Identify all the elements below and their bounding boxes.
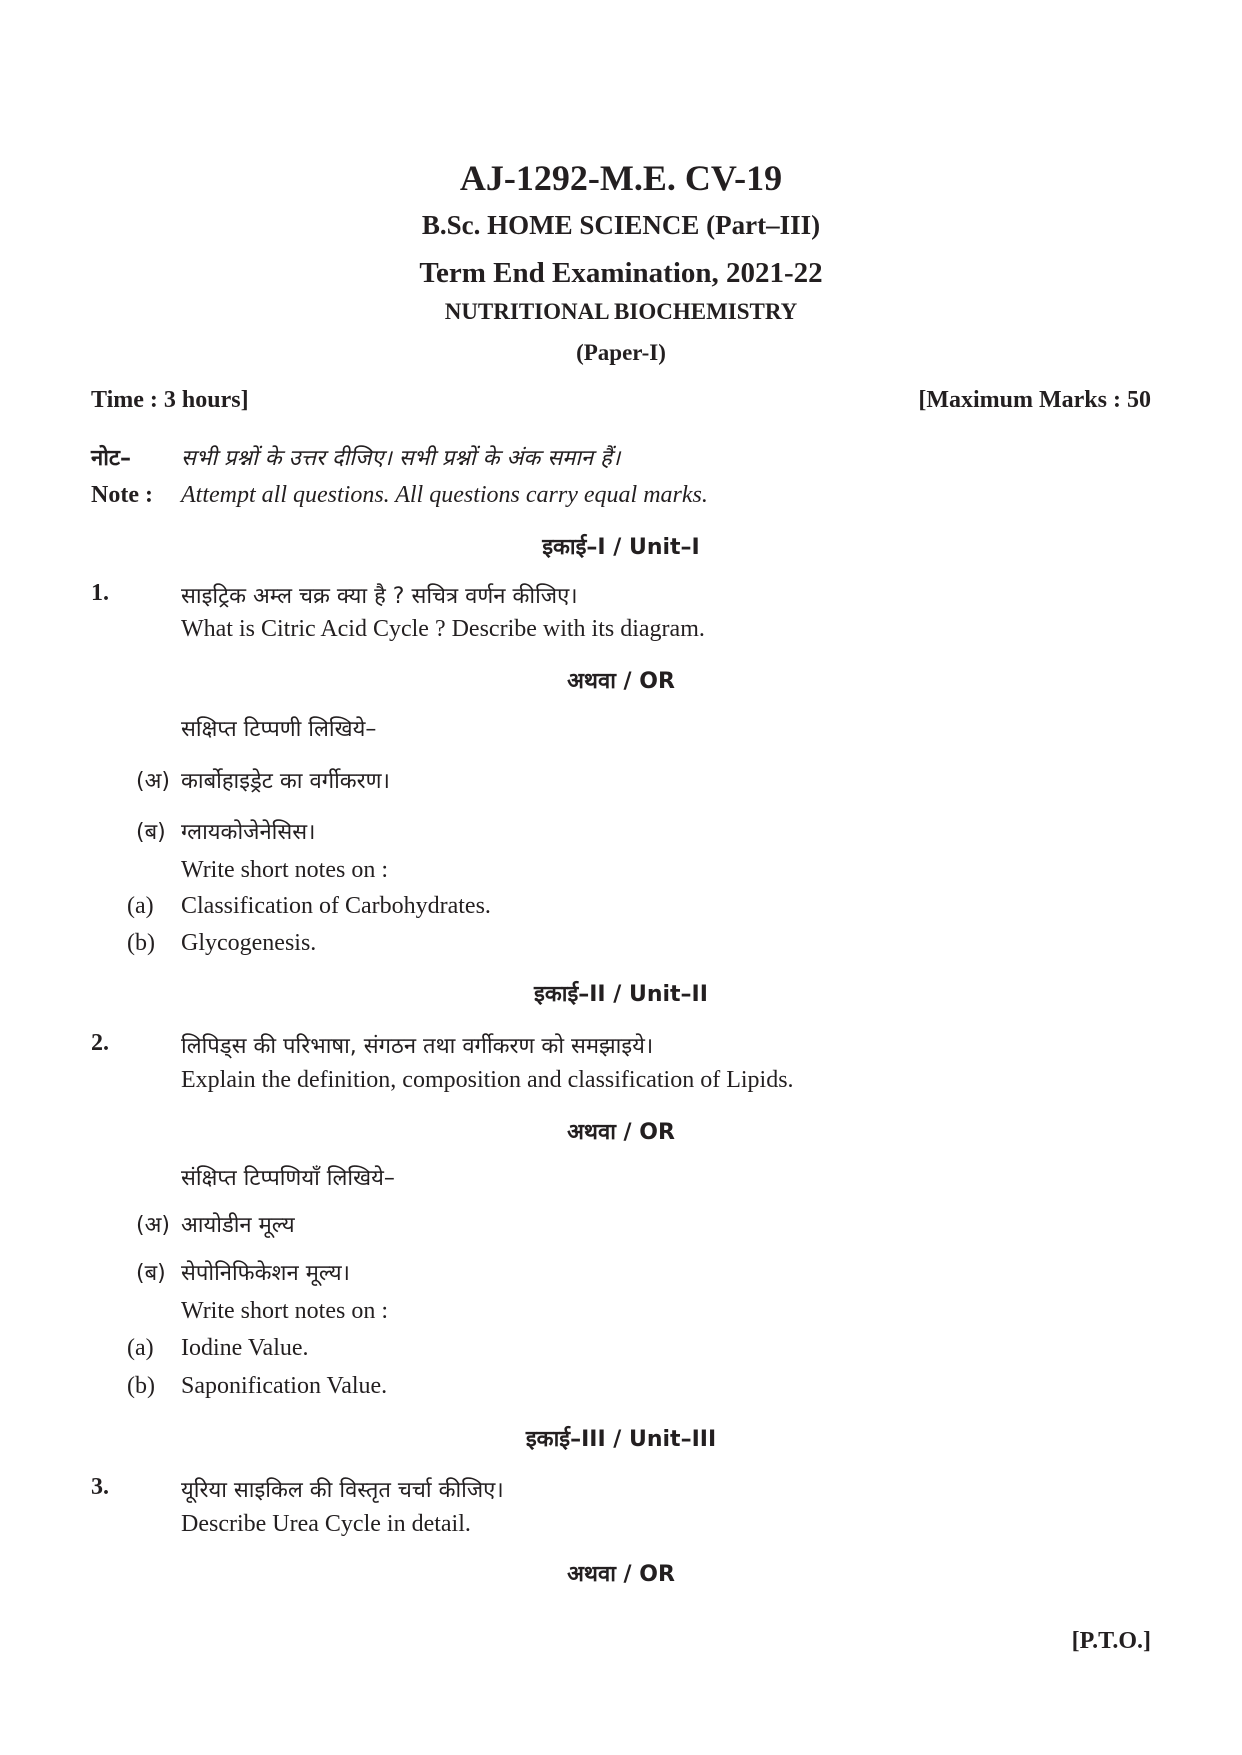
question-number: 3.: [91, 1474, 109, 1500]
item-label: (अ): [136, 1213, 170, 1238]
unit-heading: इकाई–I / Unit–I: [542, 535, 700, 560]
item-text: ग्लायकोजेनेसिस।: [181, 820, 316, 845]
item-text: Iodine Value.: [181, 1335, 309, 1361]
question-number: 2.: [91, 1030, 109, 1056]
note-hindi-label: नोट–: [91, 446, 131, 471]
note-english-label: Note :: [91, 482, 153, 508]
subject-title: NUTRITIONAL BIOCHEMISTRY: [444, 299, 798, 324]
paper-code: AJ-1292-M.E. CV-19: [459, 158, 783, 198]
question-hindi: यूरिया साइकिल की विस्तृत चर्चा कीजिए।: [181, 1478, 504, 1503]
item-text: कार्बोहाइड्रेट का वर्गीकरण।: [181, 769, 390, 794]
time-label: Time : 3 hours]: [91, 387, 249, 413]
item-label: (b): [127, 1373, 155, 1399]
alternative-hindi-intro: संक्षिप्त टिप्पणियाँ लिखिये–: [181, 1166, 395, 1191]
note-english-text: Attempt all questions. All questions carry equal marks.: [181, 482, 708, 508]
alternative-hindi-intro: सक्षिप्त टिप्पणी लिखिये–: [181, 717, 377, 742]
item-text: सेपोनिफिकेशन मूल्य।: [181, 1261, 351, 1286]
or-divider: अथवा / OR: [567, 669, 675, 694]
question-hindi: लिपिड्स की परिभाषा, संगठन तथा वर्गीकरण को समझाइये।: [181, 1034, 654, 1059]
item-label: (b): [127, 930, 155, 956]
item-label: (अ): [136, 769, 170, 794]
paper-number: (Paper-I): [576, 340, 666, 365]
item-label: (a): [127, 893, 154, 919]
or-divider: अथवा / OR: [567, 1120, 675, 1145]
item-text: Glycogenesis.: [181, 930, 317, 956]
question-number: 1.: [91, 580, 109, 606]
question-english: Describe Urea Cycle in detail.: [181, 1511, 471, 1537]
alternative-english-intro: Write short notes on :: [181, 1298, 388, 1324]
question-hindi: साइट्रिक अम्ल चक्र क्या है ? सचित्र वर्णन कीजिए।: [181, 584, 578, 609]
question-english: What is Citric Acid Cycle ? Describe with its diagram.: [181, 616, 705, 642]
max-marks-label: [Maximum Marks : 50: [918, 387, 1151, 413]
note-hindi-text: सभी प्रश्नों के उत्तर दीजिए। सभी प्रश्नों के अंक समान हैं।: [181, 446, 621, 471]
item-label: (ब): [136, 820, 166, 845]
pto-label: [P.T.O.]: [1071, 1628, 1151, 1654]
item-text: Classification of Carbohydrates.: [181, 893, 491, 919]
item-label: (ब): [136, 1261, 166, 1286]
item-text: आयोडीन मूल्य: [181, 1213, 295, 1238]
exam-title: Term End Examination, 2021-22: [419, 257, 823, 289]
question-english: Explain the definition, composition and classification of Lipids.: [181, 1067, 794, 1093]
unit-heading: इकाई–II / Unit–II: [534, 982, 708, 1007]
item-text: Saponification Value.: [181, 1373, 388, 1399]
unit-heading: इकाई–III / Unit–III: [525, 1427, 717, 1452]
item-label: (a): [127, 1335, 154, 1361]
or-divider: अथवा / OR: [567, 1562, 675, 1587]
alternative-english-intro: Write short notes on :: [181, 857, 388, 883]
course-title: B.Sc. HOME SCIENCE (Part–III): [421, 210, 821, 240]
